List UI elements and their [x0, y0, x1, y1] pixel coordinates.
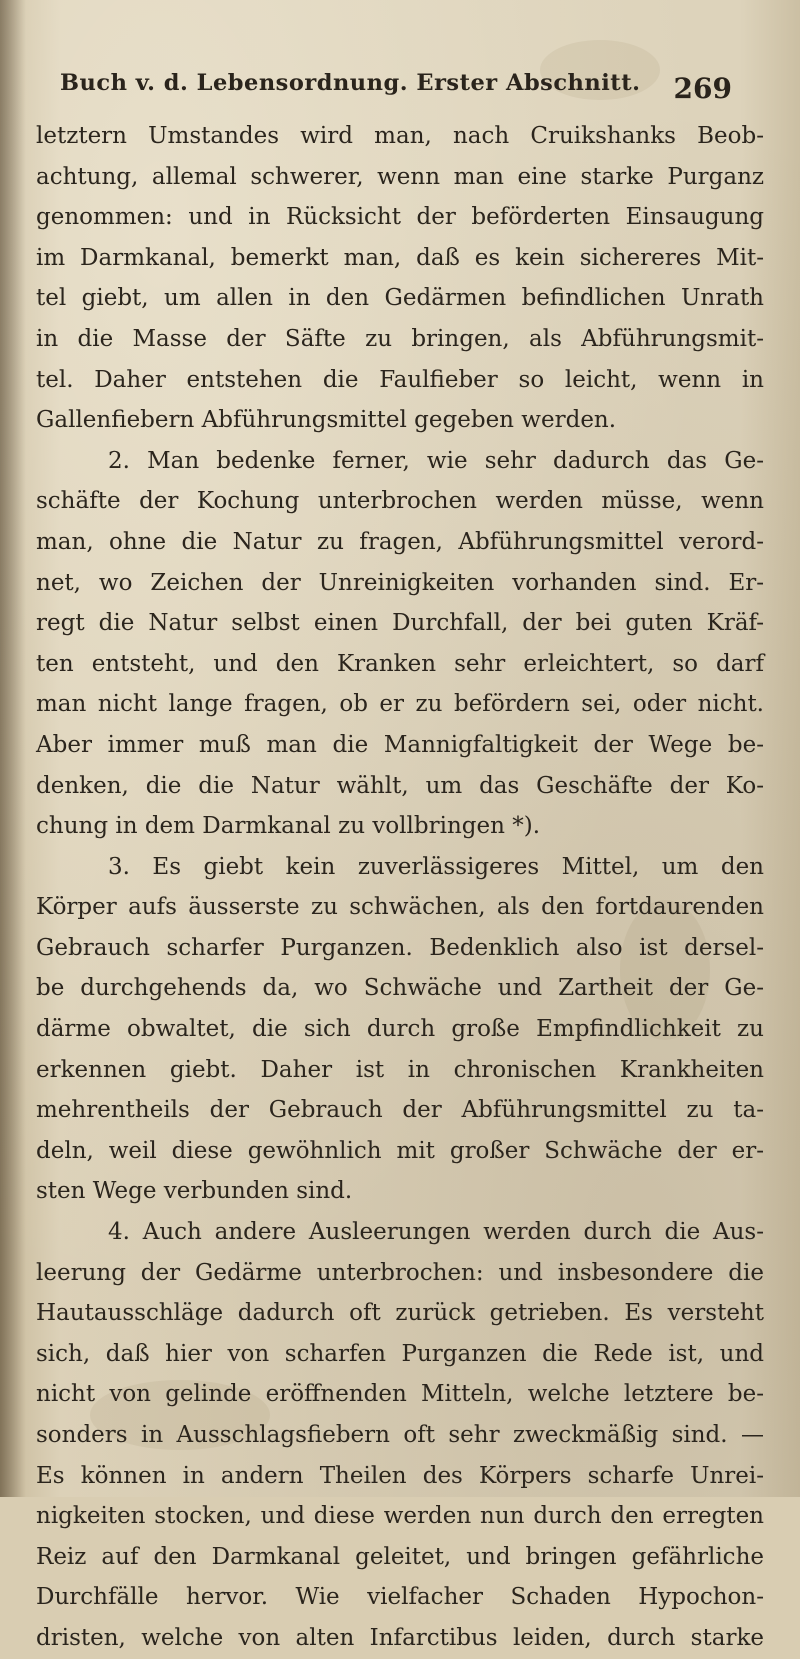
text-line: be durchgehends da, wo Schwäche und Zartheit der Ge- — [36, 975, 764, 1002]
text-line: Gallenfiebern Abführungsmittel gegeben werden. — [36, 407, 617, 434]
binding-shadow — [0, 0, 26, 1497]
text-line: tel giebt, um allen in den Gedärmen befindlichen Unrath — [36, 285, 764, 312]
text-line: tel. Daher entstehen die Faulfieber so leicht, wenn in — [36, 366, 764, 393]
text-line: sonders in Ausschlagsfiebern oft sehr zweckmäßig sind. — — [36, 1422, 764, 1448]
text-line: man nicht lange fragen, ob er zu befördern sei, oder nicht. — [36, 691, 764, 718]
running-title: Buch v. d. Lebensordnung. Erster Abschnitt. — [60, 70, 641, 96]
text-line: ten entsteht, und den Kranken sehr erleichtert, so darf — [36, 650, 764, 677]
paragraph-start-line: 2. Man bedenke ferner, wie sehr dadurch das Ge- — [108, 447, 764, 474]
page-number: 269 — [673, 72, 732, 105]
text-line: Aber immer muß man die Mannigfaltigkeit der Wege be- — [36, 731, 764, 758]
text-line: genommen: und in Rücksicht der beförderten Einsaugung — [36, 204, 764, 231]
text-line: Reiz auf den Darmkanal geleitet, und bringen gefährliche — [36, 1543, 764, 1570]
text-line: achtung, allemal schwerer, wenn man eine starke Purganz — [36, 163, 764, 190]
text-line: Körper aufs äusserste zu schwächen, als den fortdaurenden — [36, 894, 764, 921]
running-header — [60, 70, 740, 120]
text-line: erkennen giebt. Daher ist in chronischen Krankheiten — [36, 1056, 764, 1083]
text-line: mehrentheils der Gebrauch der Abführungsmittel zu ta- — [36, 1097, 764, 1124]
body-text — [36, 116, 764, 1659]
text-line: Gebrauch scharfer Purganzen. Bedenklich also ist dersel- — [36, 934, 764, 961]
text-line: leerung der Gedärme unterbrochen: und insbesondere die — [36, 1259, 764, 1286]
text-line: schäfte der Kochung unterbrochen werden müsse, wenn — [36, 488, 764, 515]
text-line: Hautausschläge dadurch oft zurück getrieben. Es versteht — [36, 1300, 764, 1327]
text-line: dristen, welche von alten Infarctibus leiden, durch starke — [36, 1624, 764, 1651]
text-line: därme obwaltet, die sich durch große Empfindlichkeit zu — [36, 1016, 764, 1043]
text-line: net, wo Zeichen der Unreinigkeiten vorhanden sind. Er- — [36, 569, 764, 596]
text-line: nicht von gelinde eröffnenden Mitteln, welche letztere be- — [36, 1381, 764, 1408]
text-line: chung in dem Darmkanal zu vollbringen *). — [36, 813, 541, 840]
text-line: deln, weil diese gewöhnlich mit großer Schwäche der er- — [36, 1137, 764, 1164]
text-line: in die Masse der Säfte zu bringen, als Abführungsmit- — [36, 325, 764, 352]
text-line: im Darmkanal, bemerkt man, daß es kein sichereres Mit- — [36, 244, 764, 271]
text-line: nigkeiten stocken, und diese werden nun durch den erregten — [36, 1503, 764, 1530]
text-line: Es können in andern Theilen des Körpers scharfe Unrei- — [36, 1462, 764, 1489]
paragraph-start-line: 3. Es giebt kein zuverlässigeres Mittel, um den — [108, 853, 764, 880]
text-line: sten Wege verbunden sind. — [36, 1178, 353, 1205]
text-line: sich, daß hier von scharfen Purganzen die Rede ist, und — [36, 1340, 764, 1367]
text-line: denken, die die Natur wählt, um das Geschäfte der Ko- — [36, 772, 764, 799]
paragraph-start-line: 4. Auch andere Ausleerungen werden durch die Aus- — [108, 1219, 764, 1246]
text-line: letztern Umstandes wird man, nach Cruikshanks Beob- — [36, 123, 764, 149]
text-line: regt die Natur selbst einen Durchfall, der bei guten Kräf- — [36, 610, 764, 637]
text-line: Durchfälle hervor. Wie vielfacher Schaden Hypochon- — [36, 1584, 764, 1611]
text-line: man, ohne die Natur zu fragen, Abführungsmittel verord- — [36, 528, 764, 555]
